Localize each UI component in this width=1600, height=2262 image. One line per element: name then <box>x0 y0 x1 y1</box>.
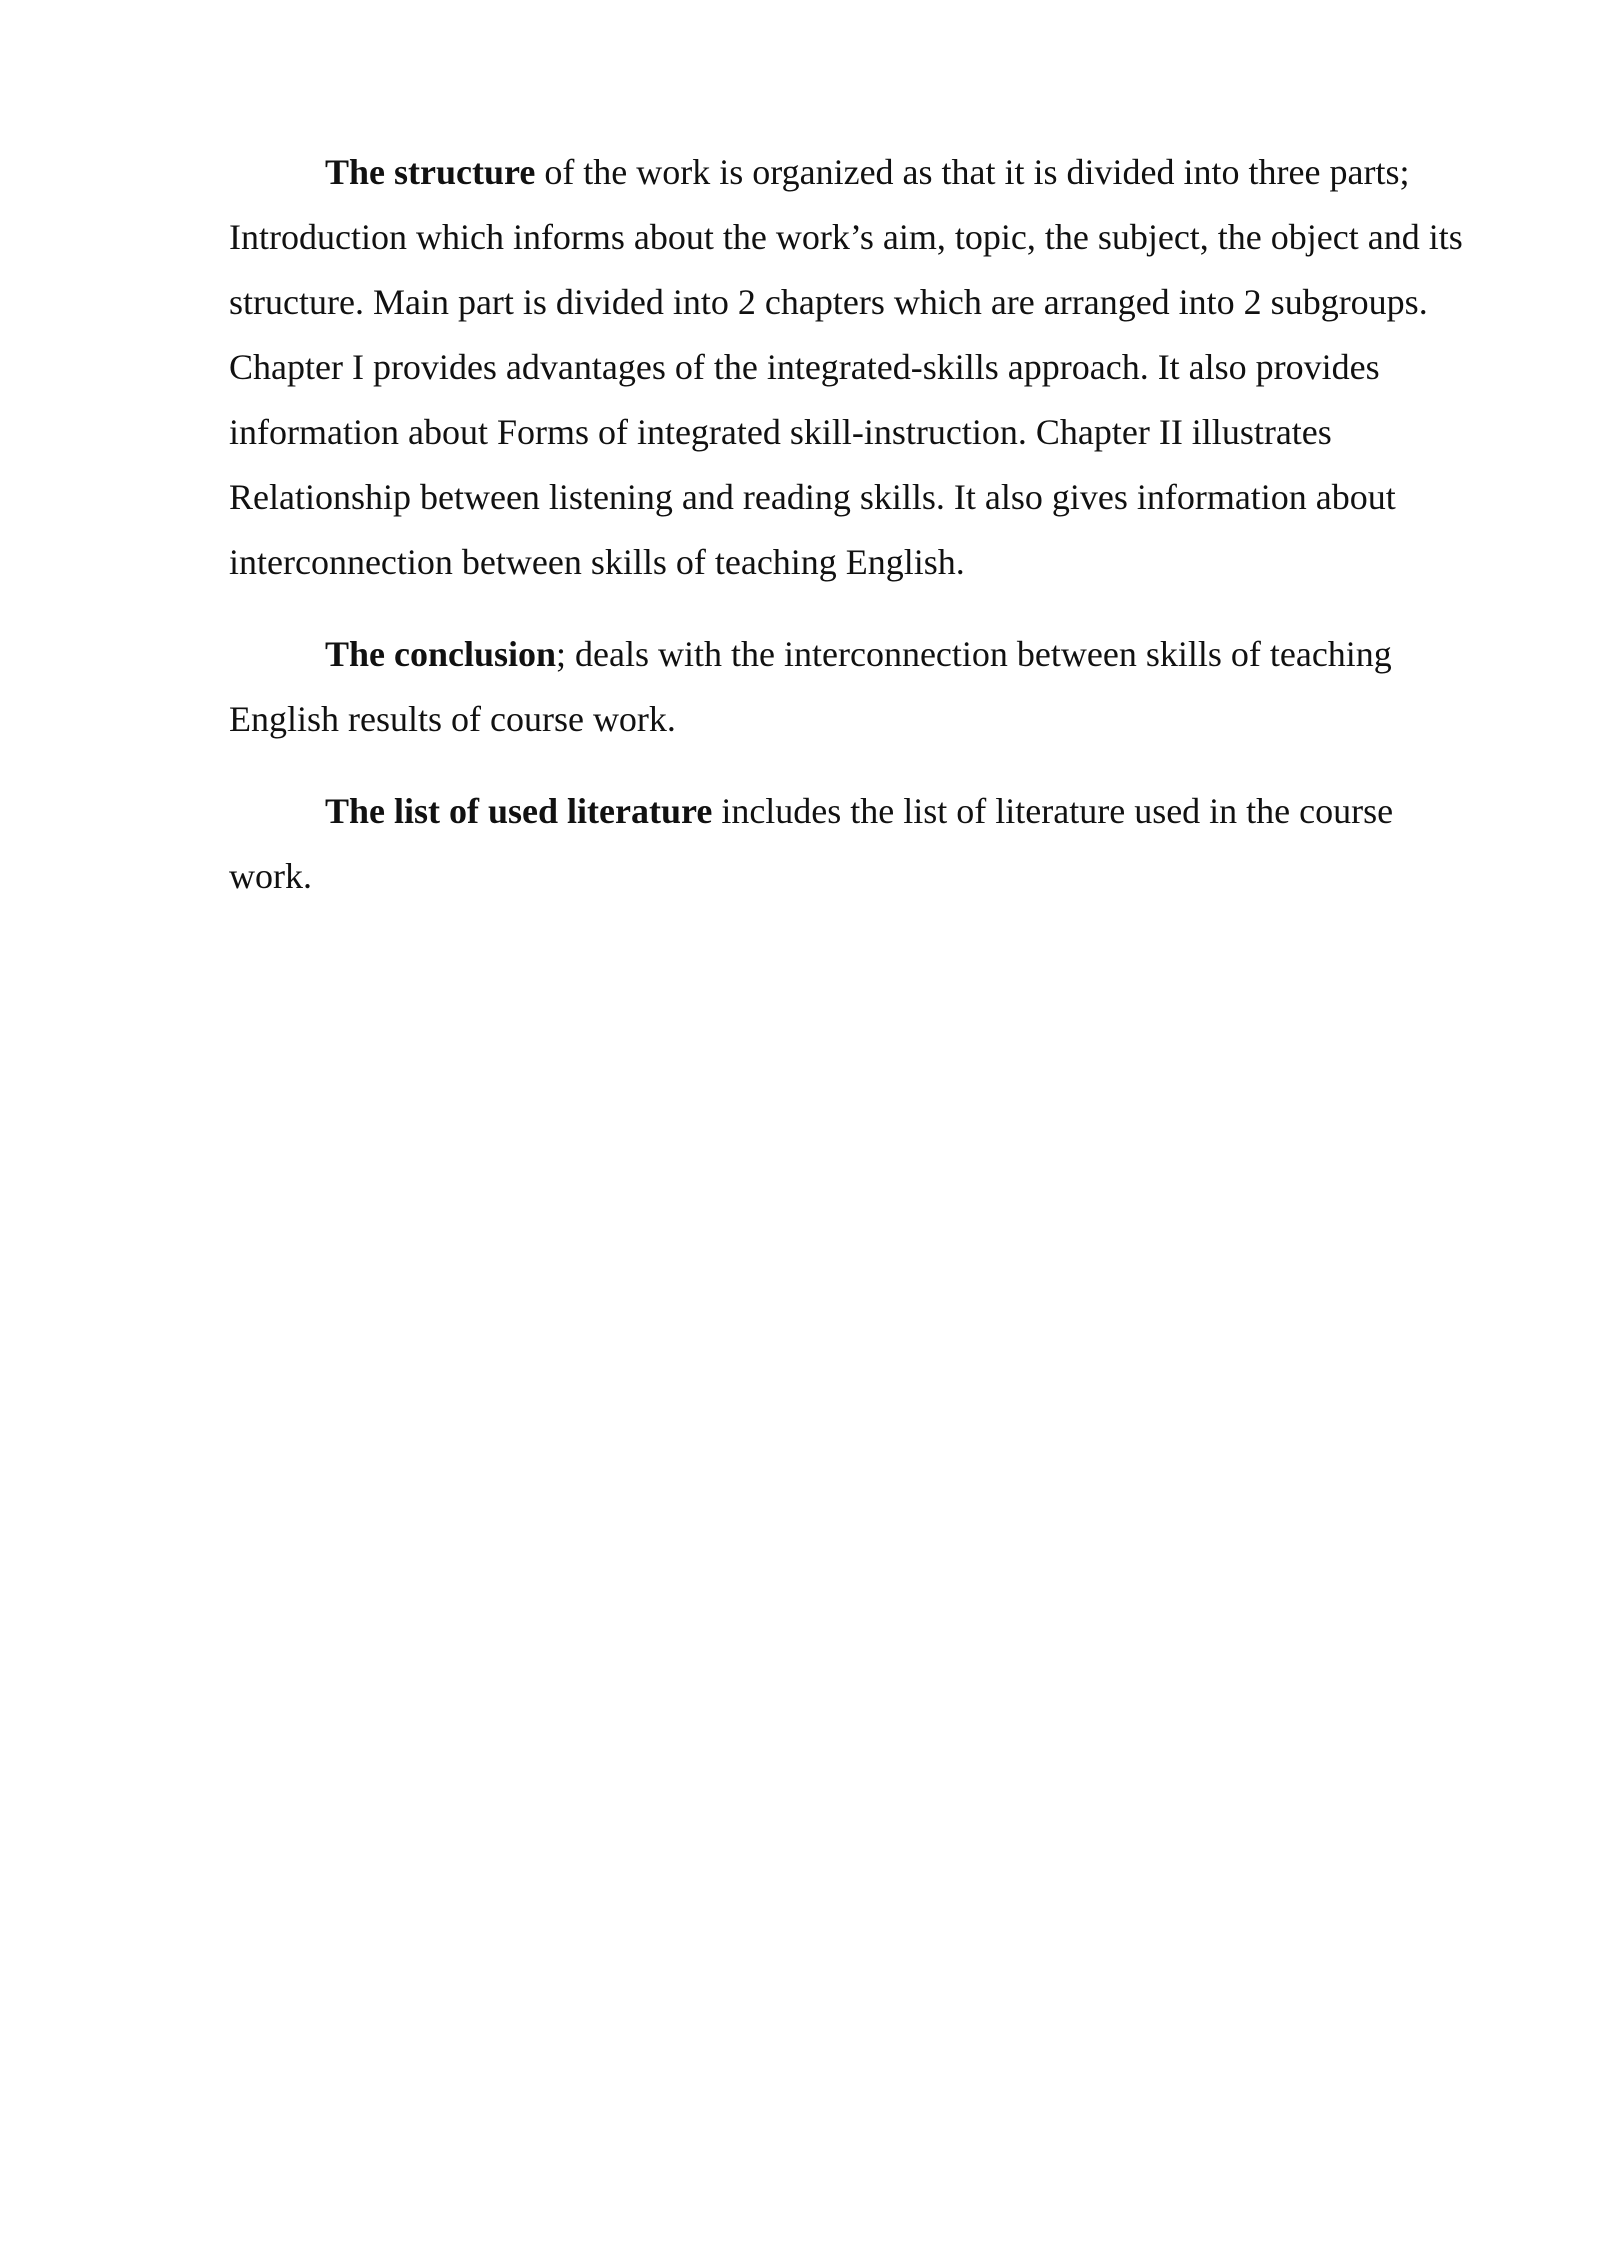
paragraph-lead: The conclusion <box>325 634 557 674</box>
paragraph-lead: The list of used literature <box>325 791 713 831</box>
paragraph-text: of the work is organized as that it is divided into three parts; Introduction which informs about the work’s aim, topic, the subject, the object and its structure. Main part is divided into 2 chapters which are arranged into 2 subgroups. Chapter I provides advantages of the integrated-skills approach. It also provides information about Forms of integrated skill-instruction. Chapter II illustrates Relationship between listening and reading skills. It also gives information about interconnection between skills of teaching English. <box>229 152 1463 582</box>
paragraph-text: includes the list of literature used in the course work. <box>229 791 1394 896</box>
paragraph-structure <box>229 140 1481 595</box>
document-page <box>229 140 1481 936</box>
paragraph-lead: The structure <box>325 152 536 192</box>
paragraph-text: ; deals with the interconnection between skills of teaching English results of course work. <box>229 634 1392 739</box>
paragraph-literature <box>229 779 1481 909</box>
paragraph-conclusion <box>229 622 1481 752</box>
